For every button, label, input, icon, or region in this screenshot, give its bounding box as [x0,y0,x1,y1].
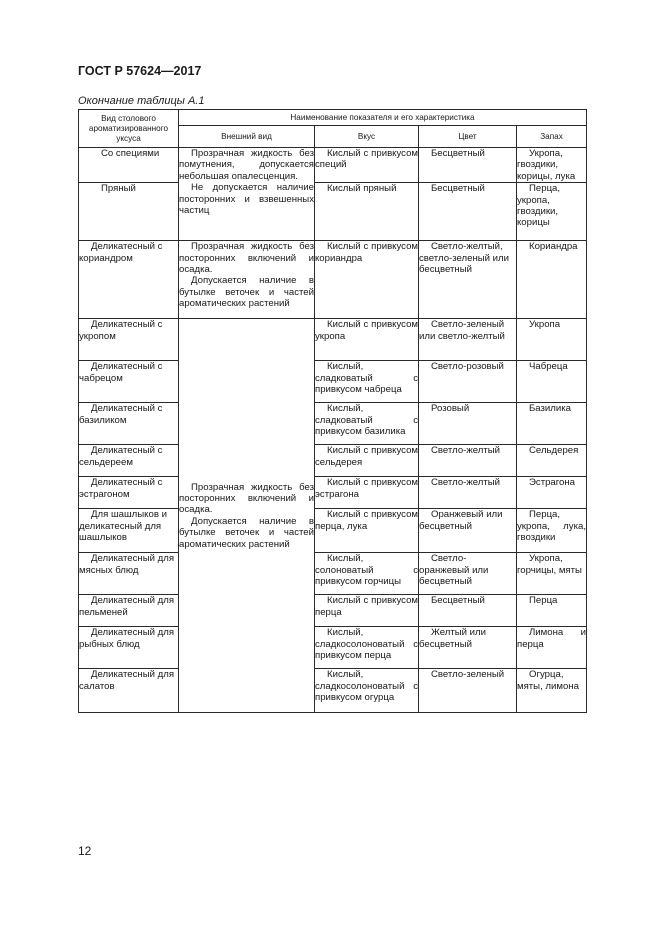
cell-taste: Кислый, сладковатый с привкусом базилика [315,403,419,445]
cell-kind: Деликатесный с эстрагоном [79,477,179,509]
cell-kind: Пряный [79,183,179,241]
cell-smell: Эстрагона [517,477,587,509]
cell-taste: Кислый с привкусом перца, лука [315,509,419,553]
table-row [79,669,587,713]
header-smell: Запах [517,126,587,148]
cell-color: Розовый [419,403,517,445]
cell-color: Светло-зеленый или светло-желтый [419,319,517,361]
table-row [79,595,587,627]
cell-smell: Кориандра [517,241,587,319]
cell-smell: Лимона и перца [517,627,587,669]
cell-smell: Перца [517,595,587,627]
cell-color: Желтый или бесцветный [419,627,517,669]
cell-color: Светло-желтый [419,445,517,477]
cell-smell: Базилика [517,403,587,445]
table-row [79,553,587,595]
cell-appearance [179,319,315,713]
cell-kind: Деликатесный для пельменей [79,595,179,627]
cell-taste: Кислый, солоноватый с привкусом горчицы [315,553,419,595]
cell-smell: Укропа, гвоздики, корицы, лука [517,148,587,183]
table-row [79,241,587,319]
cell-color: Оранжевый или бесцветный [419,509,517,553]
cell-color: Светло-розовый [419,361,517,403]
header-kind: Вид столового ароматизированного уксуса [79,110,179,148]
cell-kind: Деликатесный с сельдереем [79,445,179,477]
cell-kind: Деликатесный с базиликом [79,403,179,445]
document-standard-header: ГОСТ Р 57624—2017 [78,64,202,78]
appearance-paragraph: Прозрачная жидкость без помутнения, допускается небольшая опалесценция. [179,148,314,182]
cell-taste: Кислый с привкусом укропа [315,319,419,361]
header-appearance: Внешний вид [179,126,315,148]
cell-appearance [179,148,315,241]
cell-color: Светло-оранжевый или бесцветный [419,553,517,595]
table-row [79,148,587,183]
cell-taste: Кислый с привкусом кориандра [315,241,419,319]
cell-color: Светло-зеленый [419,669,517,713]
appearance-paragraph: Прозрачная жидкость без посторонних включений и осадка. [179,481,314,516]
cell-taste: Кислый, сладковатый с привкусом чабреца [315,361,419,403]
cell-taste: Кислый с привкусом специй [315,148,419,183]
cell-taste: Кислый с привкусом эстрагона [315,477,419,509]
table-row [79,319,587,361]
cell-smell: Перца, укропа, лука, гвоздики [517,509,587,553]
table-row [79,403,587,445]
characteristics-table [78,109,587,713]
cell-smell: Укропа [517,319,587,361]
cell-color: Светло-желтый, светло-зеленый или бесцветный [419,241,517,319]
cell-kind: Деликатесный для салатов [79,669,179,713]
table-caption: Окончание таблицы А.1 [78,95,205,107]
cell-smell: Чабреца [517,361,587,403]
table-row [79,477,587,509]
cell-kind: Деликатесный с укропом [79,319,179,361]
cell-smell: Укропа, горчицы, мяты [517,553,587,595]
header-taste: Вкус [315,126,419,148]
table-row [79,627,587,669]
cell-kind: Со специями [79,148,179,183]
cell-taste: Кислый пряный [315,183,419,241]
cell-kind: Деликатесный для мясных блюд [79,553,179,595]
header-color: Цвет [419,126,517,148]
table-header-row [79,110,587,126]
table-row [79,509,587,553]
cell-color: Бесцветный [419,183,517,241]
appearance-paragraph: Допускается наличие в бутылке веточек и частей ароматических растений [179,515,314,550]
table-row [79,183,587,241]
cell-kind: Деликатесный для рыбных блюд [79,627,179,669]
cell-kind: Для шашлыков и деликатесный для шашлыков [79,509,179,553]
appearance-paragraph: Не допускается наличие посторонних и взвешенных частиц [179,182,314,217]
appearance-paragraph: Прозрачная жидкость без посторонних включений и осадка. [179,241,314,276]
cell-color: Светло-желтый [419,477,517,509]
table-row [79,445,587,477]
page-number: 12 [78,844,92,858]
cell-appearance [179,241,315,319]
appearance-paragraph: Допускается наличие в бутылке веточек и частей ароматических растений [179,275,314,310]
cell-smell: Сельдерея [517,445,587,477]
cell-taste: Кислый, сладкосолоноватый с привкусом огурца [315,669,419,713]
cell-smell: Перца, укропа, гвоздики, корицы [517,183,587,241]
header-group: Наименование показателя и его характеристика [179,110,587,126]
cell-color: Бесцветный [419,148,517,183]
cell-smell: Огурца, мяты, лимона [517,669,587,713]
cell-color: Бесцветный [419,595,517,627]
cell-taste: Кислый, сладкосолоноватый с привкусом перца [315,627,419,669]
cell-kind: Деликатесный с кориандром [79,241,179,319]
table-row [79,361,587,403]
cell-taste: Кислый с привкусом сельдерея [315,445,419,477]
cell-kind: Деликатесный с чабрецом [79,361,179,403]
cell-taste: Кислый с привкусом перца [315,595,419,627]
